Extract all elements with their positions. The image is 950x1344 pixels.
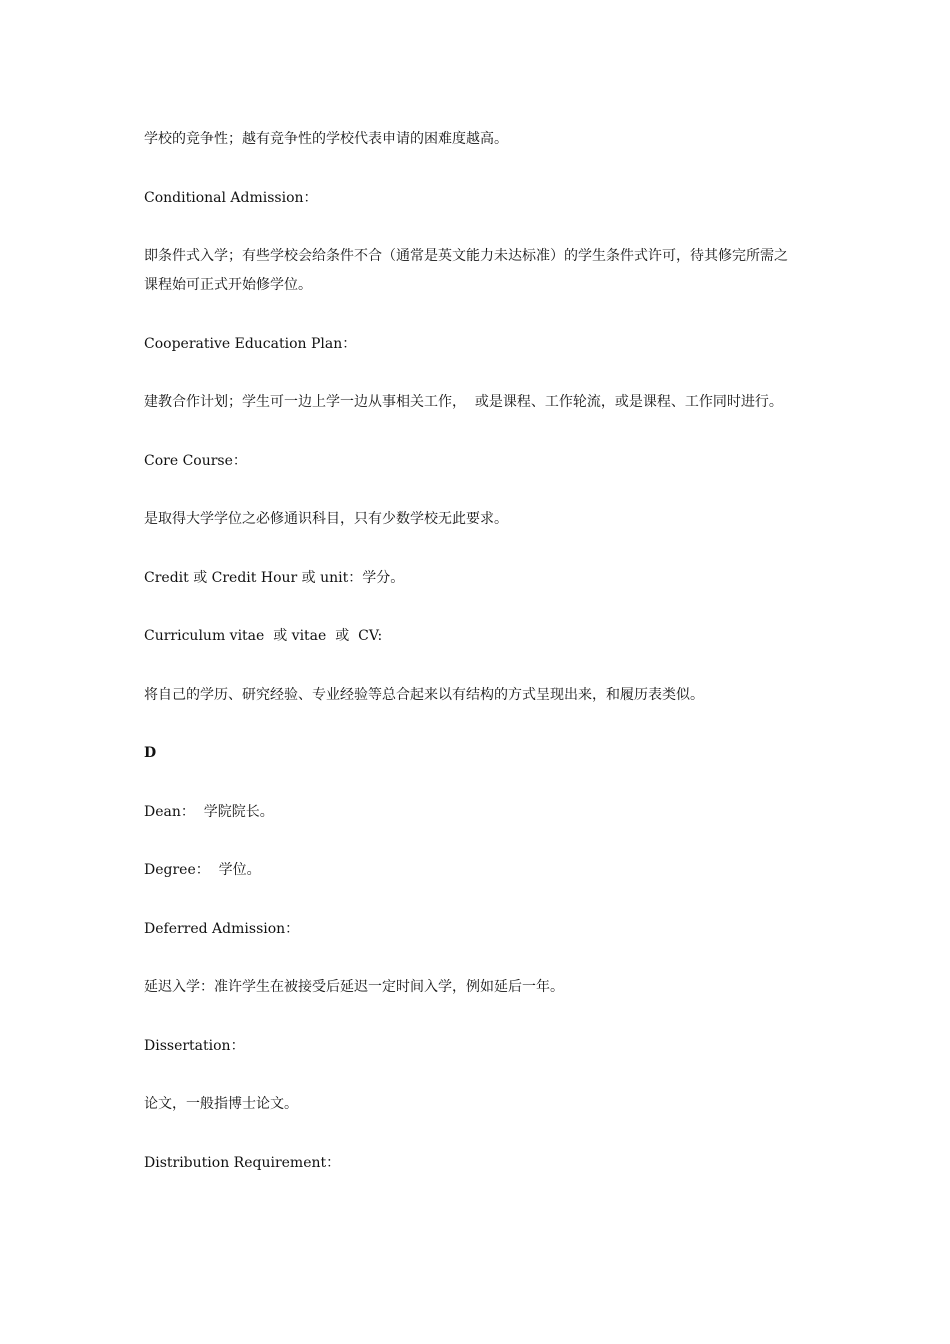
term-dean: Dean： 学院院长。 <box>144 803 274 820</box>
term-conditional-admission: Conditional Admission： <box>144 189 318 206</box>
term-degree: Degree： 学位。 <box>144 862 261 878</box>
term-dissertation: Dissertation： <box>144 1037 245 1054</box>
term-credit: Credit 或 Credit Hour 或 unit：学分。 <box>144 569 405 586</box>
definition-core-course: 是取得大学学位之必修通识科目，只有少数学校无此要求。 <box>144 511 508 527</box>
term-deferred-admission: Deferred Admission： <box>144 920 300 937</box>
definition-cooperative-education-plan: 建教合作计划；学生可一边上学一边从事相关工作， 或是课程、工作轮流，或是课程、工作同时进行。 <box>144 394 783 410</box>
definition-dissertation: 论文，一般指博士论文。 <box>144 1096 298 1112</box>
definition-conditional-admission-line-2: 课程始可正式开始修学位。 <box>144 277 312 293</box>
section-heading-d: D <box>144 745 157 761</box>
term-core-course: Core Course： <box>144 452 247 469</box>
definition-conditional-admission-line-1: 即条件式入学；有些学校会给条件不合（通常是英文能力未达标准）的学生条件式许可，待其修完所需之 <box>144 248 788 264</box>
term-curriculum-vitae: Curriculum vitae 或 vitae 或 CV: <box>144 628 383 644</box>
definition-curriculum-vitae: 将自己的学历、研究经验、专业经验等总合起来以有结构的方式呈现出来，和履历表类似。 <box>144 686 704 703</box>
definition-deferred-admission: 延迟入学：准许学生在被接受后延迟一定时间入学，例如延后一年。 <box>144 979 564 995</box>
term-distribution-requirement: Distribution Requirement： <box>144 1154 341 1171</box>
term-cooperative-education-plan: Cooperative Education Plan： <box>144 335 357 352</box>
paragraph-competitiveness: 学校的竞争性；越有竞争性的学校代表申请的困难度越高。 <box>144 131 508 147</box>
document-body <box>144 125 824 1178</box>
